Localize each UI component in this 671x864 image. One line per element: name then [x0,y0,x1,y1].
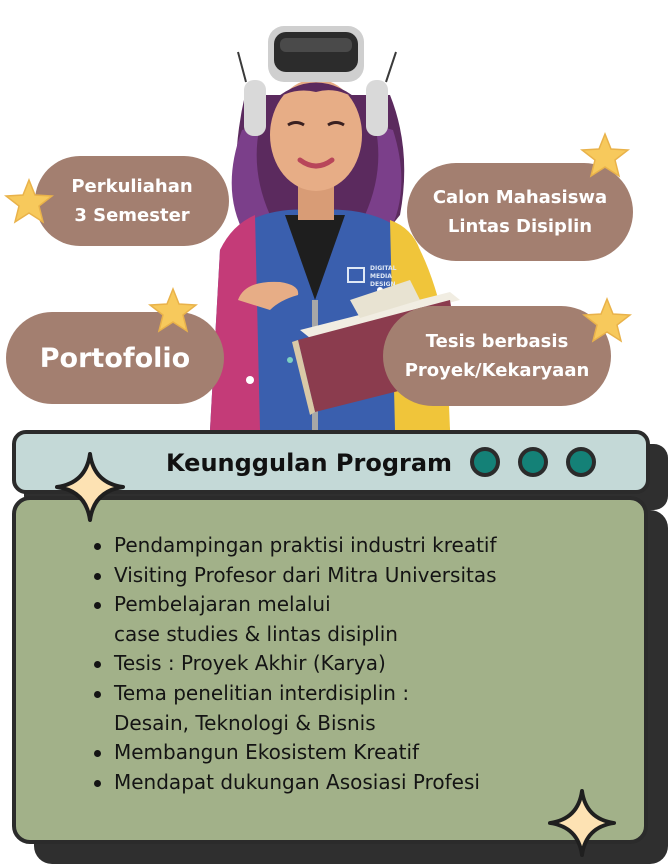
list-item [114,590,497,649]
feature-text: Tema penelitian interdisiplin : [114,680,410,705]
badge-line: Perkuliahan [71,176,193,197]
star-icon [580,131,630,179]
list-item [114,679,497,738]
list-item [114,768,497,798]
jacket-logo-line: MEDIA [370,273,392,280]
feature-text: Pendampingan praktisi industri kreatif [114,533,497,557]
feature-text: case studies & lintas disiplin [114,621,398,646]
list-item [114,649,497,679]
list-item [114,531,497,561]
sparkle-icon [546,788,618,858]
feature-text: Membangun Ekosistem Kreatif [114,740,420,765]
feature-list [114,531,497,797]
jacket-logo-line: DIGITAL [370,265,397,272]
feature-text: Tesis : Proyek Akhir (Karya) [114,651,386,676]
feature-text: Desain, Teknologi & Bisnis [114,710,376,735]
vr-headset [268,26,364,82]
list-item [114,561,497,591]
feature-text: Visiting Profesor dari Mitra Universitas [114,562,497,587]
star-icon [148,287,198,333]
badge-line: Tesis berbasis [425,331,569,352]
feature-text: Pembelajaran melalui [114,592,331,617]
window-dot-icon [518,447,548,477]
badge-tesis [383,306,611,406]
badge-perkuliahan [35,156,229,246]
window-dot-icon [470,447,500,477]
badge-line: Proyek/Kekaryaan [404,360,590,381]
badge-line: Portofolio [39,342,191,374]
badge-line: 3 Semester [74,205,190,226]
badge-line: Lintas Disiplin [447,216,593,237]
jacket-logo-line: DESIGN [370,281,396,288]
star-icon [4,178,54,224]
sparkle-icon [54,451,126,523]
star-icon [582,296,632,344]
window-dot-icon [566,447,596,477]
badge-line: Calon Mahasiswa [432,187,608,208]
program-title: Keunggulan Program [166,449,453,477]
list-item [114,738,497,768]
feature-text: Mendapat dukungan Asosiasi Profesi [114,769,480,794]
